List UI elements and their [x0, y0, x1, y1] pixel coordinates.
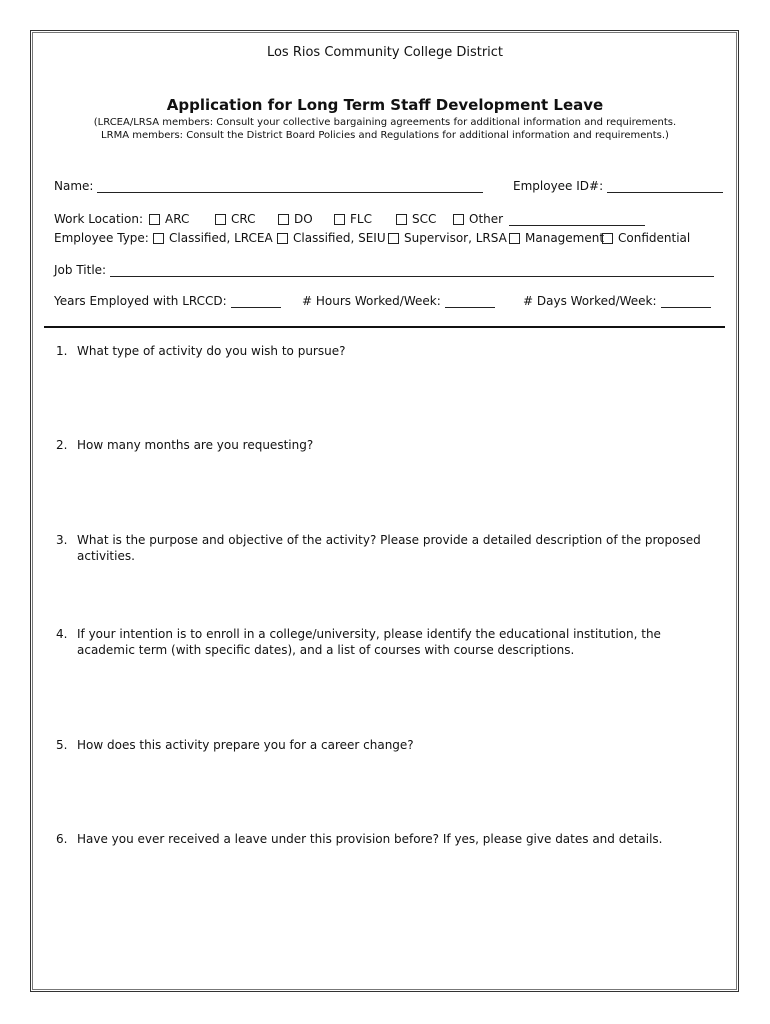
note-line-2: LRMA members: Consult the District Board Policies and Regulations for additional information and requirements.)	[101, 130, 669, 141]
question-number: 3.	[56, 533, 68, 547]
question-number: 6.	[56, 832, 68, 846]
work-location-arc[interactable]: ARC	[149, 212, 189, 226]
question-text: If your intention is to enroll in a college/university, please identify the educational institution, the academic term (with specific dates), and a list of courses with course descriptions.	[77, 627, 661, 657]
question-1	[56, 343, 716, 359]
years-employed-label: Years Employed with LRCCD:	[54, 294, 227, 308]
job-title-label: Job Title:	[54, 263, 107, 277]
years-employed-field[interactable]	[231, 295, 281, 308]
question-text: How does this activity prepare you for a career change?	[77, 738, 414, 752]
other-location-field[interactable]	[509, 213, 645, 226]
question-number: 5.	[56, 738, 68, 752]
employee-type-management[interactable]: Management	[509, 231, 604, 245]
question-text: Have you ever received a leave under this provision before? If yes, please give dates and details.	[77, 832, 663, 846]
days-worked-row	[523, 294, 711, 308]
question-number: 1.	[56, 344, 68, 358]
name-label: Name:	[54, 179, 94, 193]
question-number: 2.	[56, 438, 68, 452]
checkbox-icon[interactable]	[278, 214, 289, 225]
job-title-row	[54, 263, 714, 277]
employee-id-field[interactable]	[607, 180, 723, 193]
checkbox-icon[interactable]	[215, 214, 226, 225]
question-5	[56, 737, 716, 753]
question-number: 4.	[56, 627, 68, 641]
name-field[interactable]	[97, 180, 483, 193]
work-location-do[interactable]: DO	[278, 212, 313, 226]
employee-type-classified-seiu[interactable]: Classified, SEIU	[277, 231, 386, 245]
checkbox-icon[interactable]	[388, 233, 399, 244]
question-2	[56, 437, 716, 453]
note-line-1: (LRCEA/LRSA members: Consult your collective bargaining agreements for additional information and requirements.	[93, 117, 677, 128]
district-name: Los Rios Community College District	[266, 45, 504, 60]
question-3	[56, 532, 716, 564]
work-location-flc[interactable]: FLC	[334, 212, 372, 226]
name-field-row	[54, 179, 483, 193]
employee-type-label: Employee Type:	[54, 231, 149, 245]
section-divider	[44, 326, 725, 328]
question-6	[56, 831, 716, 847]
question-text: What is the purpose and objective of the activity? Please provide a detailed description of the proposed activities.	[77, 533, 701, 563]
hours-worked-label: # Hours Worked/Week:	[302, 294, 441, 308]
employee-id-label: Employee ID#:	[513, 179, 604, 193]
days-worked-label: # Days Worked/Week:	[523, 294, 657, 308]
checkbox-icon[interactable]	[602, 233, 613, 244]
days-worked-field[interactable]	[661, 295, 711, 308]
question-4	[56, 626, 716, 658]
checkbox-icon[interactable]	[277, 233, 288, 244]
form-title: Application for Long Term Staff Development Leave	[166, 96, 604, 114]
checkbox-icon[interactable]	[153, 233, 164, 244]
hours-worked-field[interactable]	[445, 295, 495, 308]
employee-type-supervisor-lrsa[interactable]: Supervisor, LRSA	[388, 231, 507, 245]
employee-type-confidential[interactable]: Confidential	[602, 231, 690, 245]
employee-type-classified-lrcea[interactable]: Classified, LRCEA	[153, 231, 273, 245]
question-text: How many months are you requesting?	[77, 438, 314, 452]
years-employed-row	[54, 294, 281, 308]
checkbox-icon[interactable]	[149, 214, 160, 225]
checkbox-icon[interactable]	[509, 233, 520, 244]
question-text: What type of activity do you wish to pursue?	[77, 344, 346, 358]
employee-id-row	[513, 179, 723, 193]
checkbox-icon[interactable]	[453, 214, 464, 225]
checkbox-icon[interactable]	[334, 214, 345, 225]
work-location-crc[interactable]: CRC	[215, 212, 256, 226]
job-title-field[interactable]	[110, 264, 714, 277]
work-location-other[interactable]: Other	[453, 212, 645, 226]
hours-worked-row	[302, 294, 495, 308]
work-location-label: Work Location:	[54, 212, 143, 226]
checkbox-icon[interactable]	[396, 214, 407, 225]
work-location-scc[interactable]: SCC	[396, 212, 436, 226]
